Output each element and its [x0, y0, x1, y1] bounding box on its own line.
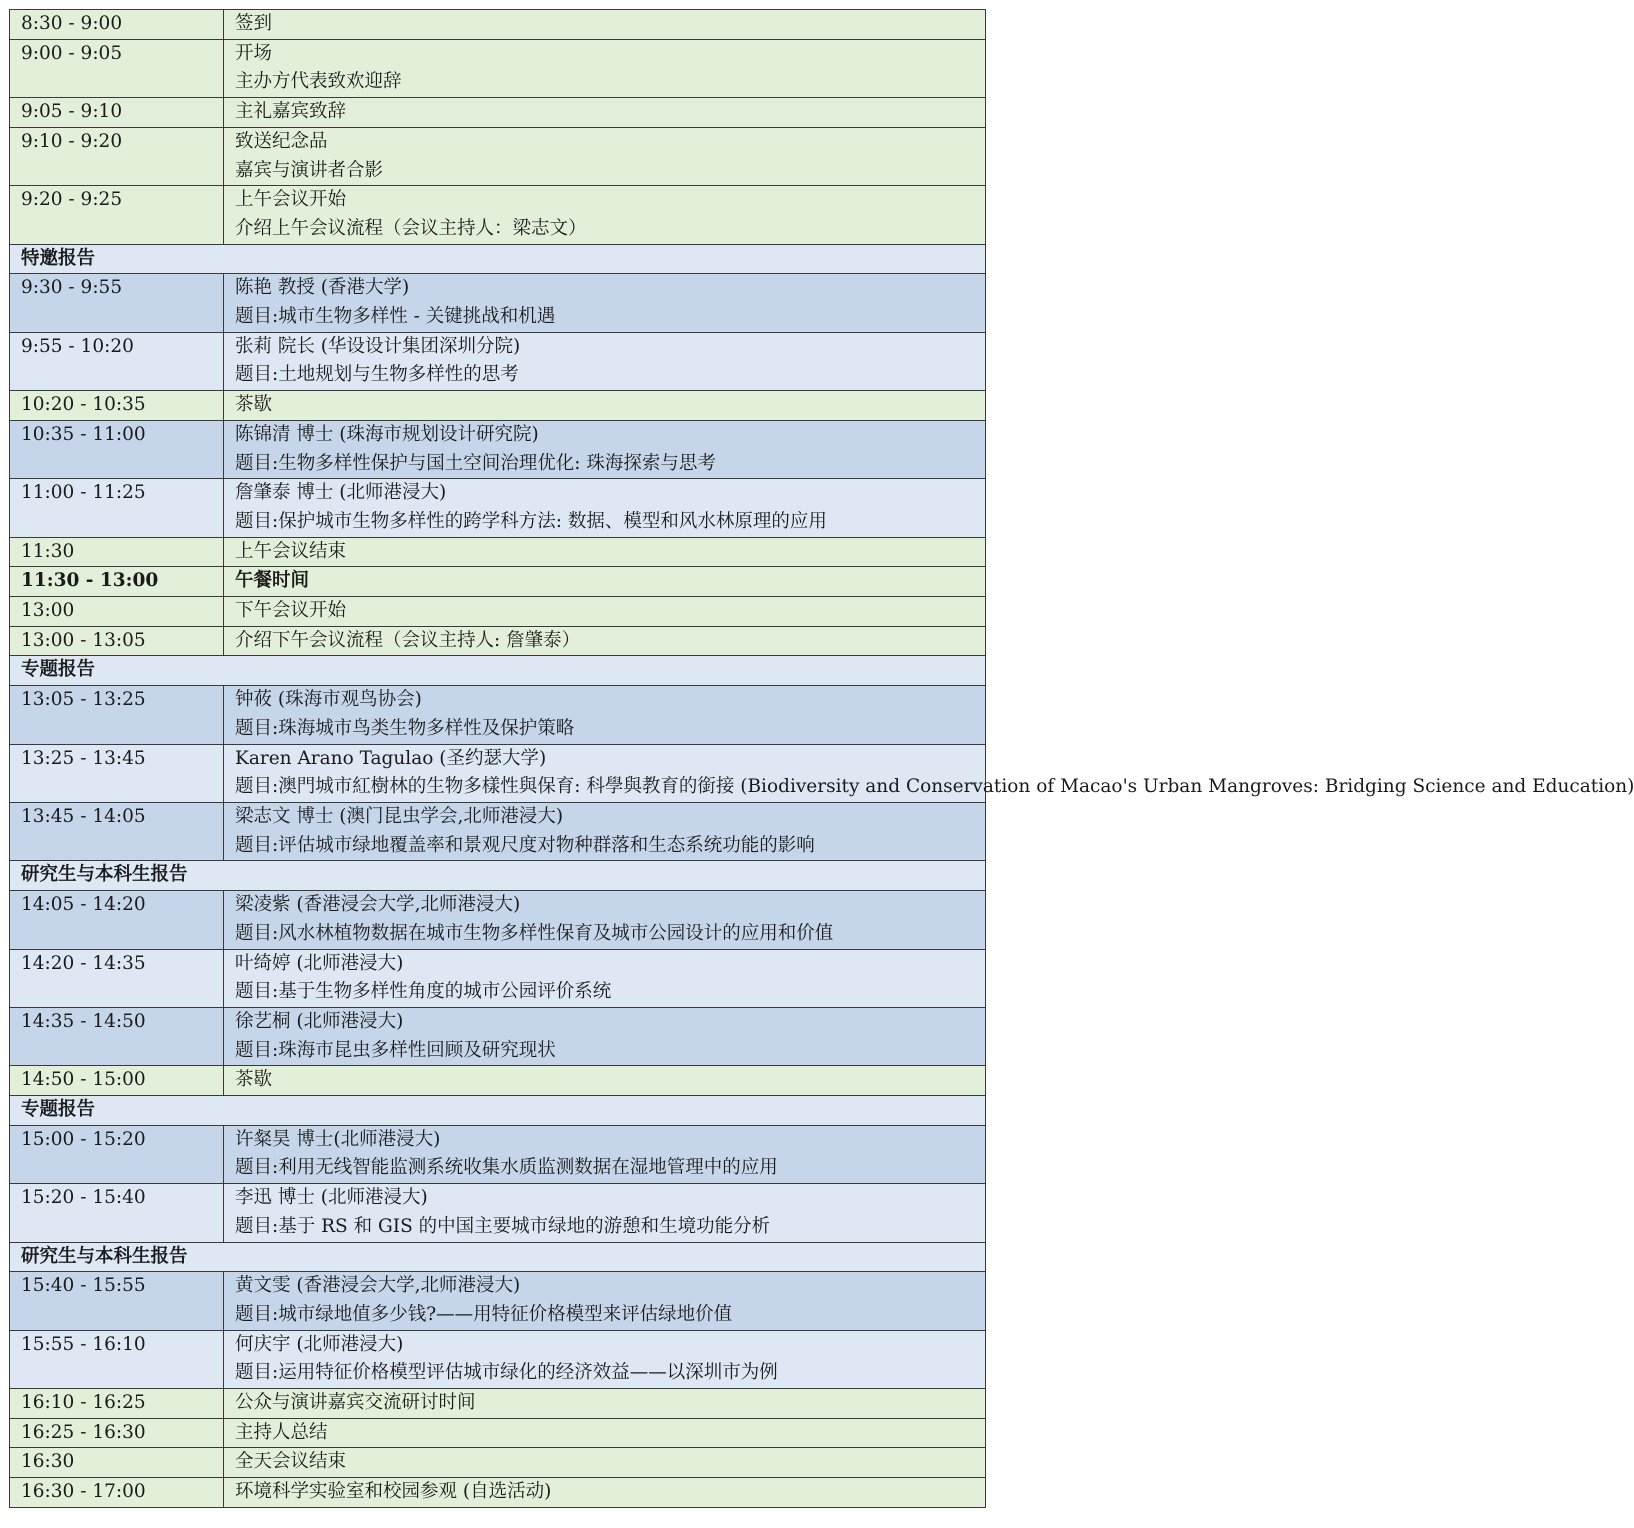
time-slot: 11:00 - 11:25 [10, 479, 224, 537]
session-description [224, 98, 986, 128]
session-title: 何庆宇 (北师港浸大) [235, 1333, 404, 1355]
schedule-row [10, 744, 986, 802]
time-slot: 14:05 - 14:20 [10, 891, 224, 949]
section-header-row [10, 861, 986, 891]
session-description [224, 567, 986, 597]
section-title: 研究生与本科生报告 [10, 861, 986, 891]
schedule-row [10, 567, 986, 597]
schedule-table [9, 9, 1634, 1508]
time-slot: 13:00 - 13:05 [10, 626, 224, 656]
session-description [224, 39, 986, 97]
time-slot: 14:50 - 15:00 [10, 1066, 224, 1096]
session-description [224, 479, 986, 537]
schedule-row [10, 10, 986, 40]
session-description [224, 1448, 986, 1478]
section-header-row [10, 244, 986, 274]
time-slot: 9:20 - 9:25 [10, 186, 224, 244]
schedule-row [10, 537, 986, 567]
session-description [224, 597, 986, 627]
session-description [224, 1184, 986, 1242]
session-subtitle: 题目:澳門城市紅樹林的生物多樣性與保育: 科學與教育的銜接 (Biodiversity and Conservation of Macao's Urban Mangroves: Bridging Science and Education) [235, 776, 1634, 798]
session-title: 黄文雯 (香港浸会大学,北师港浸大) [235, 1275, 521, 1297]
session-description [224, 802, 986, 860]
schedule-row [10, 1066, 986, 1096]
session-description [224, 949, 986, 1007]
session-description [224, 1272, 986, 1330]
session-subtitle: 题目:基于 RS 和 GIS 的中国主要城市绿地的游憩和生境功能分析 [235, 1215, 771, 1237]
time-slot: 14:20 - 14:35 [10, 949, 224, 1007]
session-title: 陈锦清 博士 (珠海市规划设计研究院) [235, 423, 539, 445]
schedule-row [10, 127, 986, 185]
session-description [224, 391, 986, 421]
session-subtitle: 嘉宾与演讲者合影 [235, 159, 384, 181]
session-description [224, 186, 986, 244]
time-slot: 13:45 - 14:05 [10, 802, 224, 860]
time-slot: 11:30 [10, 537, 224, 567]
session-description [224, 686, 986, 744]
schedule-row [10, 891, 986, 949]
session-subtitle: 题目:珠海市昆虫多样性回顾及研究现状 [235, 1039, 556, 1061]
session-description [224, 626, 986, 656]
schedule-row [10, 1330, 986, 1388]
schedule-row [10, 949, 986, 1007]
section-title: 特邀报告 [10, 244, 986, 274]
session-description [224, 10, 986, 40]
session-subtitle: 题目:利用无线智能监测系统收集水质监测数据在湿地管理中的应用 [235, 1157, 778, 1179]
schedule-row [10, 1448, 986, 1478]
session-title: 张莉 院长 (华设设计集团深圳分院) [235, 335, 521, 357]
schedule-row [10, 686, 986, 744]
session-title: 许粲昊 博士(北师港浸大) [235, 1128, 441, 1150]
schedule-row [10, 1007, 986, 1065]
session-subtitle: 介绍上午会议流程（会议主持人：梁志文） [235, 217, 587, 239]
session-subtitle: 题目:生物多样性保护与国土空间治理优化: 珠海探索与思考 [235, 452, 716, 474]
session-title: 公众与演讲嘉宾交流研讨时间 [235, 1392, 476, 1414]
schedule-row [10, 802, 986, 860]
session-subtitle: 题目:运用特征价格模型评估城市绿化的经济效益——以深圳市为例 [235, 1362, 778, 1384]
schedule-row [10, 391, 986, 421]
section-header-row [10, 1242, 986, 1272]
schedule-row [10, 626, 986, 656]
session-description [224, 744, 1634, 802]
section-title: 专题报告 [10, 1096, 986, 1126]
section-title: 专题报告 [10, 656, 986, 686]
time-slot: 13:05 - 13:25 [10, 686, 224, 744]
session-title: 环境科学实验室和校园参观 (自选活动) [235, 1481, 552, 1503]
time-slot: 11:30 - 13:00 [10, 567, 224, 597]
schedule-row [10, 1478, 986, 1508]
schedule-row [10, 1418, 986, 1448]
session-subtitle: 题目:珠海城市鸟类生物多样性及保护策略 [235, 717, 575, 739]
time-slot: 15:40 - 15:55 [10, 1272, 224, 1330]
session-subtitle: 题目:风水林植物数据在城市生物多样性保育及城市公园设计的应用和价值 [235, 922, 834, 944]
session-title: 全天会议结束 [235, 1451, 347, 1473]
session-title: 下午会议开始 [235, 600, 347, 622]
session-title: 主礼嘉宾致辞 [235, 101, 347, 123]
session-subtitle: 题目:评估城市绿地覆盖率和景观尺度对物种群落和生态系统功能的影响 [235, 834, 815, 856]
time-slot: 9:00 - 9:05 [10, 39, 224, 97]
schedule-row [10, 332, 986, 390]
session-title: 李迅 博士 (北师港浸大) [235, 1187, 428, 1209]
session-title: 徐艺桐 (北师港浸大) [235, 1010, 404, 1032]
session-title: 茶歇 [235, 394, 273, 416]
schedule-row [10, 1184, 986, 1242]
session-title: 上午会议结束 [235, 540, 347, 562]
schedule-body [10, 10, 1634, 1508]
schedule-row [10, 1125, 986, 1183]
session-subtitle: 主办方代表致欢迎辞 [235, 71, 402, 93]
session-title: Karen Arano Tagulao (圣约瑟大学) [235, 747, 547, 769]
session-description [224, 1007, 986, 1065]
time-slot: 16:30 [10, 1448, 224, 1478]
session-description [224, 1125, 986, 1183]
session-title: 梁凌紫 (香港浸会大学,北师港浸大) [235, 894, 521, 916]
session-title: 梁志文 博士 (澳门昆虫学会,北师港浸大) [235, 805, 564, 827]
time-slot: 16:10 - 16:25 [10, 1389, 224, 1419]
time-slot: 13:25 - 13:45 [10, 744, 224, 802]
schedule-row [10, 1272, 986, 1330]
section-title: 研究生与本科生报告 [10, 1242, 986, 1272]
time-slot: 10:20 - 10:35 [10, 391, 224, 421]
time-slot: 16:30 - 17:00 [10, 1478, 224, 1508]
schedule-row [10, 420, 986, 478]
section-header-row [10, 1096, 986, 1126]
session-title: 钟莜 (珠海市观鸟协会) [235, 689, 422, 711]
time-slot: 10:35 - 11:00 [10, 420, 224, 478]
session-title: 介绍下午会议流程（会议主持人: 詹肇泰） [235, 629, 581, 651]
session-description [224, 891, 986, 949]
session-title: 詹肇泰 博士 (北师港浸大) [235, 482, 447, 504]
time-slot: 15:00 - 15:20 [10, 1125, 224, 1183]
schedule-row [10, 1389, 986, 1419]
session-description [224, 1389, 986, 1419]
session-description [224, 127, 986, 185]
session-description [224, 274, 986, 332]
session-title: 午餐时间 [235, 570, 310, 592]
time-slot: 9:30 - 9:55 [10, 274, 224, 332]
session-description [224, 537, 986, 567]
time-slot: 9:05 - 9:10 [10, 98, 224, 128]
session-description [224, 1418, 986, 1448]
time-slot: 9:10 - 9:20 [10, 127, 224, 185]
schedule-row [10, 39, 986, 97]
schedule-row [10, 597, 986, 627]
session-description [224, 1330, 986, 1388]
session-title: 签到 [235, 13, 273, 34]
session-title: 主持人总结 [235, 1421, 328, 1443]
session-description [224, 1066, 986, 1096]
session-title: 上午会议开始 [235, 189, 347, 211]
session-description [224, 332, 986, 390]
time-slot: 14:35 - 14:50 [10, 1007, 224, 1065]
schedule-row [10, 479, 986, 537]
session-subtitle: 题目:土地规划与生物多样性的思考 [235, 364, 519, 386]
session-description [224, 1478, 986, 1508]
schedule-row [10, 274, 986, 332]
session-title: 茶歇 [235, 1069, 273, 1091]
schedule-row [10, 186, 986, 244]
time-slot: 15:20 - 15:40 [10, 1184, 224, 1242]
time-slot: 9:55 - 10:20 [10, 332, 224, 390]
session-subtitle: 题目:基于生物多样性角度的城市公园评价系统 [235, 981, 612, 1003]
time-slot: 8:30 - 9:00 [10, 10, 224, 40]
session-description [224, 420, 986, 478]
session-subtitle: 题目:城市绿地值多少钱?——用特征价格模型来评估绿地价值 [235, 1303, 733, 1325]
session-title: 叶绮婷 (北师港浸大) [235, 952, 404, 974]
session-title: 致送纪念品 [235, 130, 328, 152]
time-slot: 15:55 - 16:10 [10, 1330, 224, 1388]
session-subtitle: 题目:城市生物多样性 - 关键挑战和机遇 [235, 306, 556, 328]
time-slot: 16:25 - 16:30 [10, 1418, 224, 1448]
schedule-row [10, 98, 986, 128]
session-title: 陈艳 教授 (香港大学) [235, 277, 410, 299]
section-header-row [10, 656, 986, 686]
time-slot: 13:00 [10, 597, 224, 627]
session-subtitle: 题目:保护城市生物多样性的跨学科方法: 数据、模型和风水林原理的应用 [235, 510, 827, 532]
session-title: 开场 [235, 42, 273, 64]
